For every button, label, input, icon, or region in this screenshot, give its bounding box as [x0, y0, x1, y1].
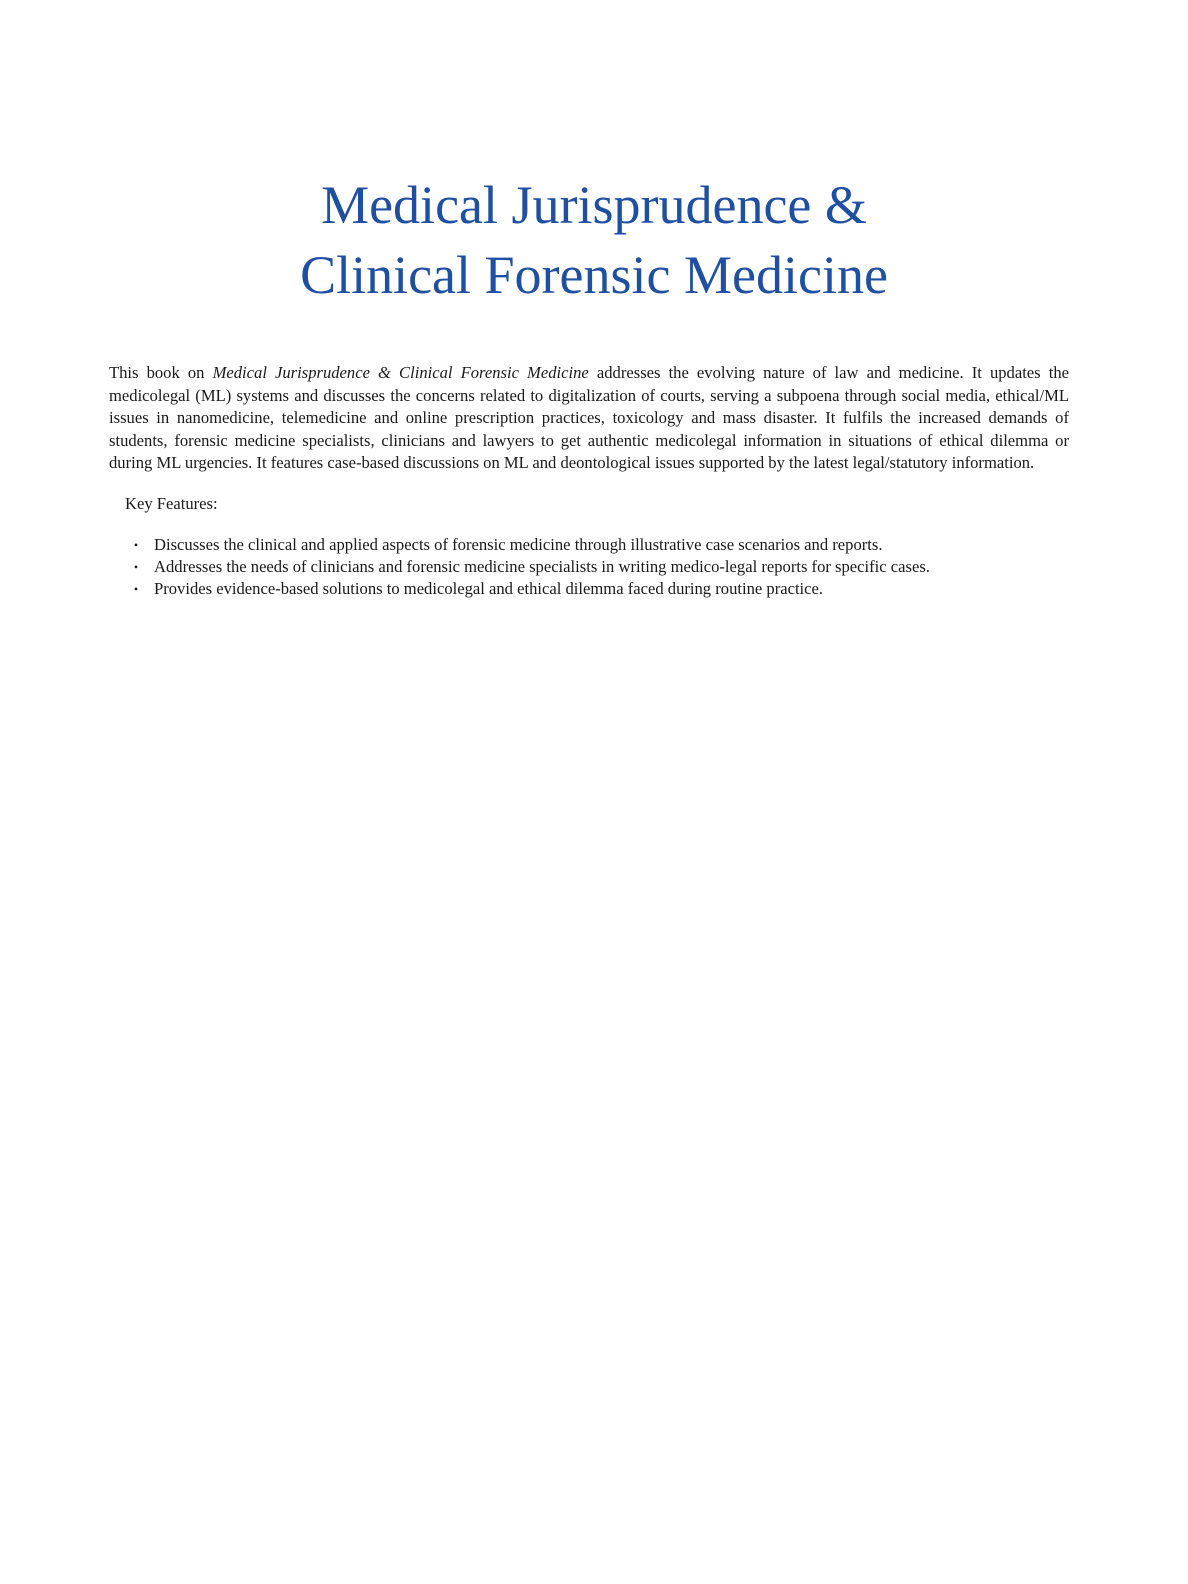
description-body: addresses the evolving nature of law and medicine. It updates the medicolegal (ML) systems and discusses the concerns related to digitalization of courts, serving a subpoena through social media, ethical/ML issues in nanomedicine, telemedicine and online prescription practices, toxicology and mass disaster. It fulfils the increased demands of students, forensic medicine specialists, clinicians and lawyers to get authentic medicolegal information in situations of ethical dilemma or during ML urgencies. It features case-based discussions on ML and deontological issues supported by the latest legal/statutory information.	[109, 363, 1069, 473]
bullet-icon: •	[133, 537, 139, 552]
list-item-text: Provides evidence-based solutions to medicolegal and ethical dilemma faced during routine practice.	[154, 579, 824, 599]
list-item	[109, 578, 1069, 600]
list-item	[109, 556, 1069, 578]
list-item	[109, 534, 1069, 556]
bullet-icon: •	[133, 559, 139, 574]
key-features-label: Key Features:	[125, 493, 218, 513]
list-item-text: Addresses the needs of clinicians and forensic medicine specialists in writing medico-legal reports for specific cases.	[154, 556, 930, 576]
book-description	[109, 362, 1069, 475]
bullet-icon: •	[133, 582, 139, 597]
book-title-line-2: Clinical Forensic Medicine	[300, 245, 888, 305]
book-description-section	[109, 362, 1069, 601]
key-features-list	[109, 534, 1069, 601]
book-title-line-1: Medical Jurisprudence &	[321, 175, 867, 235]
description-book-title: Medical Jurisprudence & Clinical Forensic Medicine	[212, 363, 589, 382]
description-intro: This book on	[109, 363, 213, 382]
list-item-text: Discusses the clinical and applied aspects of forensic medicine through illustrative case scenarios and reports.	[154, 534, 883, 554]
book-title	[0, 170, 1188, 310]
